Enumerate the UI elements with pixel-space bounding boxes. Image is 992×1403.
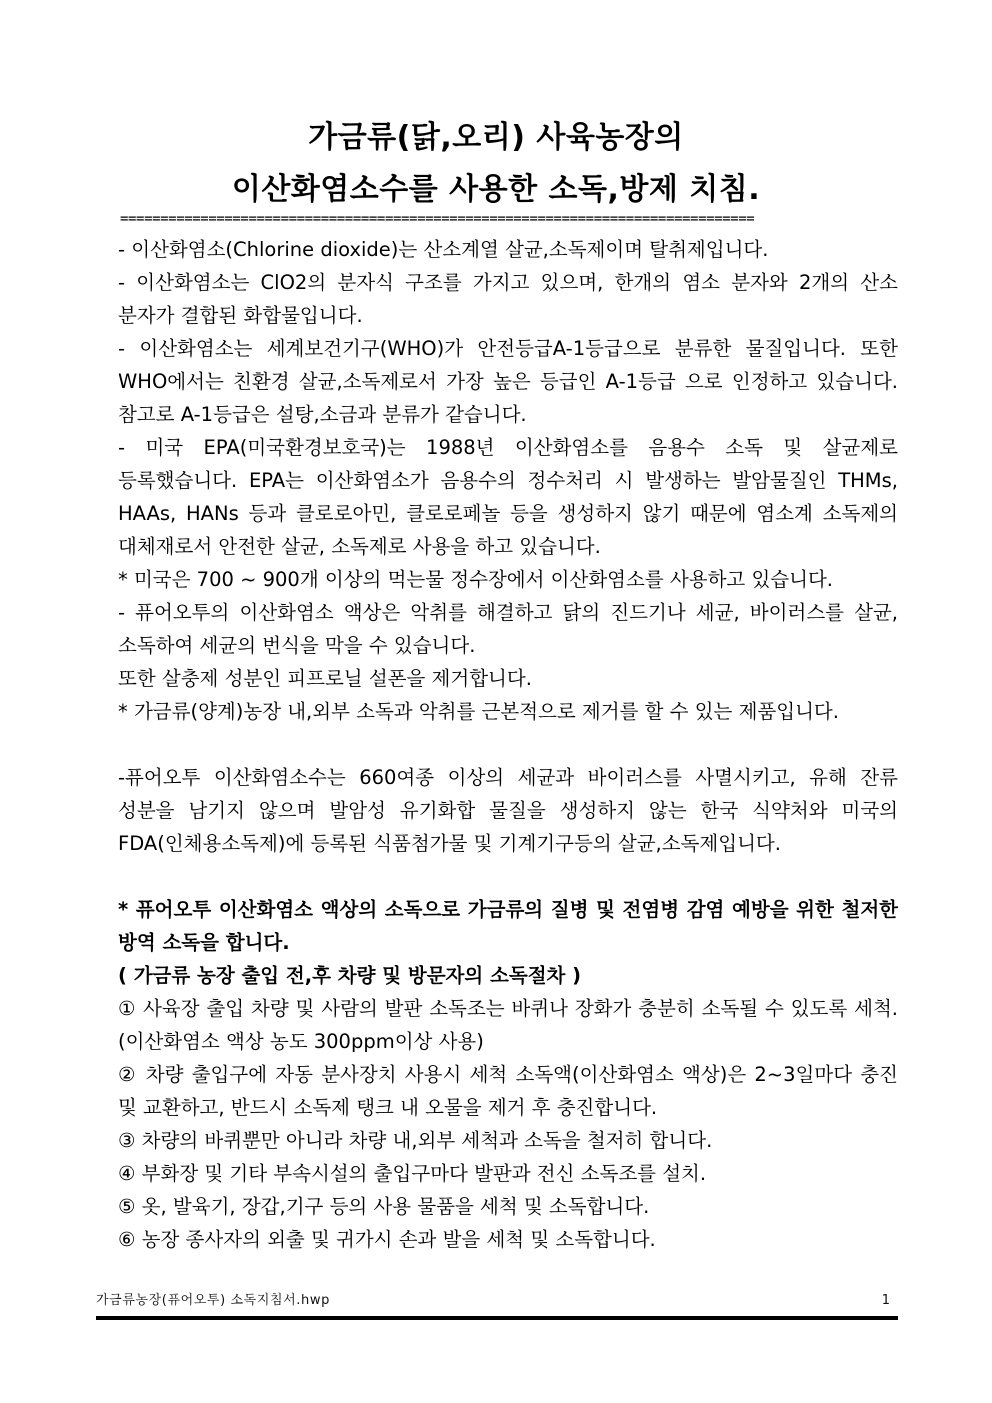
title-line-1: 가금류(닭,오리) 사육농장의 — [308, 120, 684, 155]
footer-filename: 가금류농장(퓨어오투) 소독지침서.hwp — [96, 1293, 330, 1308]
paragraph-us-water-plants: * 미국은 700 ~ 900개 이상의 먹는물 정수장에서 이산화염소를 사용하고 있습니다. — [118, 568, 833, 591]
blank-line — [118, 860, 898, 893]
paragraph-farm-product: * 가금류(양계)농장 내,외부 소독과 악취를 근본적으로 제거를 할 수 있는 제품입니다. — [118, 700, 839, 723]
document-body — [118, 233, 898, 1256]
step-3: ③ 차량의 바퀴뿐만 아니라 차량 내,외부 세척과 소독을 철저히 합니다. — [118, 1129, 713, 1152]
footer-page-number: 1 — [881, 1293, 890, 1308]
step-6: ⑥ 농장 종사자의 외출 및 귀가시 손과 발을 세척 및 소독합니다. — [118, 1228, 656, 1251]
paragraph-epa-registration: - 미국 EPA(미국환경보호국)는 1988년 이산화염소를 음용수 소독 및 살균제로 등록했습니다. EPA는 이산화염소가 음용수의 정수처리 시 발생하는 발암물질인 THMs, HAAs, HANs 등과 클로로아민, 클로로페놀 등을 생성하지 않기 때문에 염소계 소독제의 대체재로서 안전한 살균, 소독제로 사용을 하고 있습니다. — [118, 436, 898, 558]
title-line-2: 이산화염소수를 사용한 소독,방제 치침. — [231, 172, 761, 207]
footer-rule — [96, 1316, 898, 1320]
divider-line: =============================================================================== — [120, 211, 755, 227]
paragraph-who-grade: - 이산화염소는 세계보건기구(WHO)가 안전등급A-1등급으로 분류한 물질입니다. 또한 WHO에서는 친환경 살균,소독제로서 가장 높은 등급인 A-1등급 으로 인정하고 있습니다. 참고로 A-1등급은 설탕,소금과 분류가 같습니다. — [118, 337, 898, 426]
blank-line — [118, 728, 898, 761]
step-1: ① 사육장 출입 차량 및 사람의 발판 소독조는 바퀴나 장화가 충분히 소독될 수 있도록 세척. (이산화염소 액상 농도 300ppm이상 사용) — [118, 997, 898, 1053]
paragraph-odor-disinfection: - 퓨어오투의 이산화염소 액상은 악취를 해결하고 닭의 진드기나 세균, 바이러스를 살균,소독하여 세균의 번식을 막을 수 있습니다. — [118, 601, 898, 657]
paragraph-registration-fda: -퓨어오투 이산화염소수는 660여종 이상의 세균과 바이러스를 사멸시키고, 유해 잔류 성분을 남기지 않으며 발암성 유기화합 물질을 생성하지 않는 한국 식약처와 미국의 FDA(인체용소독제)에 등록된 식품첨가물 및 기계기구등의 살균,소독제입니다. — [118, 766, 898, 855]
highlight-statement: * 퓨어오투 이산화염소 액상의 소독으로 가금류의 질병 및 전염병 감염 예방을 위한 철저한 방역 소독을 합니다. — [118, 898, 898, 954]
step-2: ② 차량 출입구에 자동 분사장치 사용시 세척 소독액(이산화염소 액상)은 2~3일마다 충진 및 교환하고, 반드시 소독제 탱크 내 오물을 제거 후 충진합니다. — [118, 1063, 898, 1119]
document-title — [96, 112, 896, 216]
paragraph-fipronil-removal: 또한 살충제 성분인 피프로닐 설폰을 제거합니다. — [118, 667, 532, 690]
step-5: ⑤ 옷, 발육기, 장갑,기구 등의 사용 물품을 세척 및 소독합니다. — [118, 1195, 650, 1218]
procedure-subheading: ( 가금류 농장 출입 전,후 차량 및 방문자의 소독절차 ) — [118, 964, 582, 987]
paragraph-molecular-structure: - 이산화염소는 ClO2의 분자식 구조를 가지고 있으며, 한개의 염소 분자와 2개의 산소 분자가 결합된 화합물입니다. — [118, 271, 898, 327]
step-4: ④ 부화장 및 기타 부속시설의 출입구마다 발판과 전신 소독조를 설치. — [118, 1162, 707, 1185]
paragraph-chlorine-dioxide-intro: - 이산화염소(Chlorine dioxide)는 산소계열 살균,소독제이며 탈취제입니다. — [118, 238, 769, 261]
